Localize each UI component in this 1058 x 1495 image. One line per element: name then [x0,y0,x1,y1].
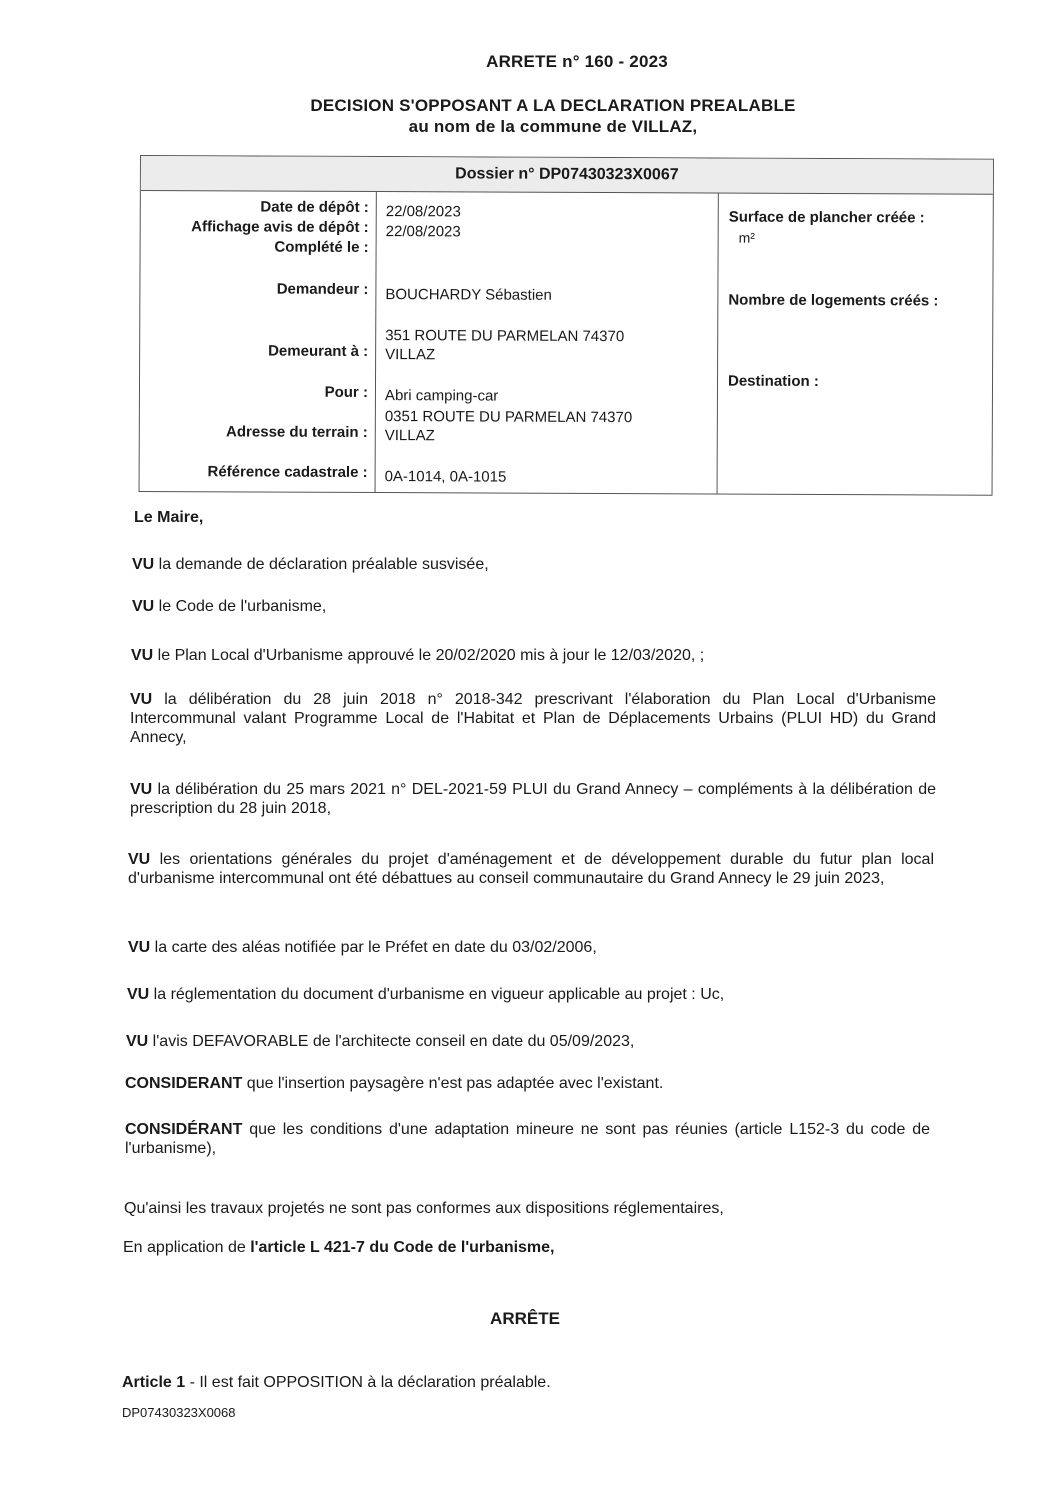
vu-text: la demande de déclaration préalable susvisée, [154,556,489,573]
vu-keyword: VU [131,647,154,664]
vu-paragraph [128,938,943,957]
considerant-keyword: CONSIDERANT [125,1075,243,1092]
label-surface: Surface de plancher créée : [728,208,925,227]
vu-text: la réglementation du document d'urbanisme en vigueur applicable au projet : Uc, [149,986,725,1003]
vu-keyword: VU [132,598,155,615]
vu-keyword: VU [132,556,155,573]
value-reference: 0A-1014, 0A-1015 [384,468,507,486]
dossier-title: Dossier n° DP07430323X0067 [141,156,993,195]
vu-paragraph [127,985,942,1004]
value-demeurant-line2: VILLAZ [385,346,436,364]
commune-subtitle: au nom de la commune de VILLAZ, [408,117,698,136]
considerant-paragraph [125,1074,940,1093]
arrete-heading: ARRÊTE [490,1309,560,1328]
vu-text: la délibération du 28 juin 2018 n° 2018-342 prescrivant l'élaboration du Plan Local d'Urbanisme Intercommunal valant Programme Local de l'Habitat et Plan de Déplacements Urbains (PLUI HD) du Grand Annecy, [130,691,936,746]
vu-text: la carte des aléas notifiée par le Préfet en date du 03/02/2006, [150,939,597,956]
label-logements: Nombre de logements créés : [728,291,939,310]
application-prefix: En application de [123,1239,251,1256]
vu-paragraph [126,1032,941,1051]
vu-paragraph [131,646,946,665]
label-pour: Pour : [324,383,369,401]
vu-text: le Plan Local d'Urbanisme approuvé le 20/02/2020 mis à jour le 12/03/2020, ; [153,647,705,664]
value-demandeur: BOUCHARDY Sébastien [385,286,552,304]
considerant-text: que l'insertion paysagère n'est pas adaptée avec l'existant. [242,1075,664,1092]
value-demeurant-line1: 351 ROUTE DU PARMELAN 74370 [385,327,625,346]
article-1-label: Article 1 [122,1374,186,1391]
label-date-depot: Date de dépôt : [260,198,369,216]
surface-unit: m² [738,229,756,246]
value-pour: Abri camping-car [384,387,499,405]
arrete-number: ARRETE n° 160 - 2023 [486,52,668,71]
vu-paragraph [128,850,934,888]
article-1 [122,1373,937,1392]
considerant-keyword: CONSIDÉRANT [125,1121,243,1138]
vu-keyword: VU [130,781,153,798]
vu-paragraph [130,690,936,747]
article-1-text: - Il est fait OPPOSITION à la déclaration préalable. [185,1374,551,1391]
vu-paragraph [130,780,936,818]
dossier-table [139,155,994,496]
vu-paragraph [132,555,947,574]
label-reference: Référence cadastrale : [207,463,368,481]
label-complete: Complété le : [274,238,369,256]
vu-keyword: VU [127,986,150,1003]
label-affichage: Affichage avis de dépôt : [191,218,369,236]
value-adresse-line1: 0351 ROUTE DU PARMELAN 74370 [384,408,633,427]
quainsi-paragraph: Qu'ainsi les travaux projetés ne sont pas conformes aux dispositions réglementaires, [124,1200,724,1217]
vu-text: les orientations générales du projet d'aménagement et de développement durable du futur plan local d'urbanisme intercommunal ont été débattues au conseil communautaire du Grand Annecy le 29 juin 2023, [128,851,934,887]
vu-keyword: VU [128,851,151,868]
application-paragraph [123,1238,938,1257]
vu-text: la délibération du 25 mars 2021 n° DEL-2021-59 PLUI du Grand Annecy – compléments à la délibération de prescription du 28 juin 2018, [130,781,936,817]
considerant-text: que les conditions d'une adaptation mineure ne sont pas réunies (article L152-3 du code de l'urbanisme), [125,1121,930,1157]
label-demeurant: Demeurant à : [268,342,369,360]
value-affichage: 22/08/2023 [385,223,461,241]
considerant-paragraph [125,1120,930,1158]
label-adresse: Adresse du terrain : [226,423,368,441]
footer-reference: DP07430323X0068 [122,1405,236,1420]
value-adresse-line2: VILLAZ [384,427,435,445]
value-date-depot: 22/08/2023 [385,203,461,221]
label-destination: Destination : [727,372,819,390]
vu-text: le Code de l'urbanisme, [154,598,327,615]
vu-keyword: VU [128,939,151,956]
application-article: l'article L 421-7 du Code de l'urbanisme, [250,1239,555,1256]
label-demandeur: Demandeur : [276,280,369,298]
vu-keyword: VU [126,1033,149,1050]
le-maire: Le Maire, [134,509,204,526]
vu-paragraph [132,597,947,616]
decision-title: DECISION S'OPPOSANT A LA DECLARATION PREALABLE [310,96,796,115]
table-divider [375,191,377,492]
vu-text: l'avis DEFAVORABLE de l'architecte conseil en date du 05/09/2023, [148,1033,635,1050]
vu-keyword: VU [130,691,153,708]
table-divider [717,193,719,494]
